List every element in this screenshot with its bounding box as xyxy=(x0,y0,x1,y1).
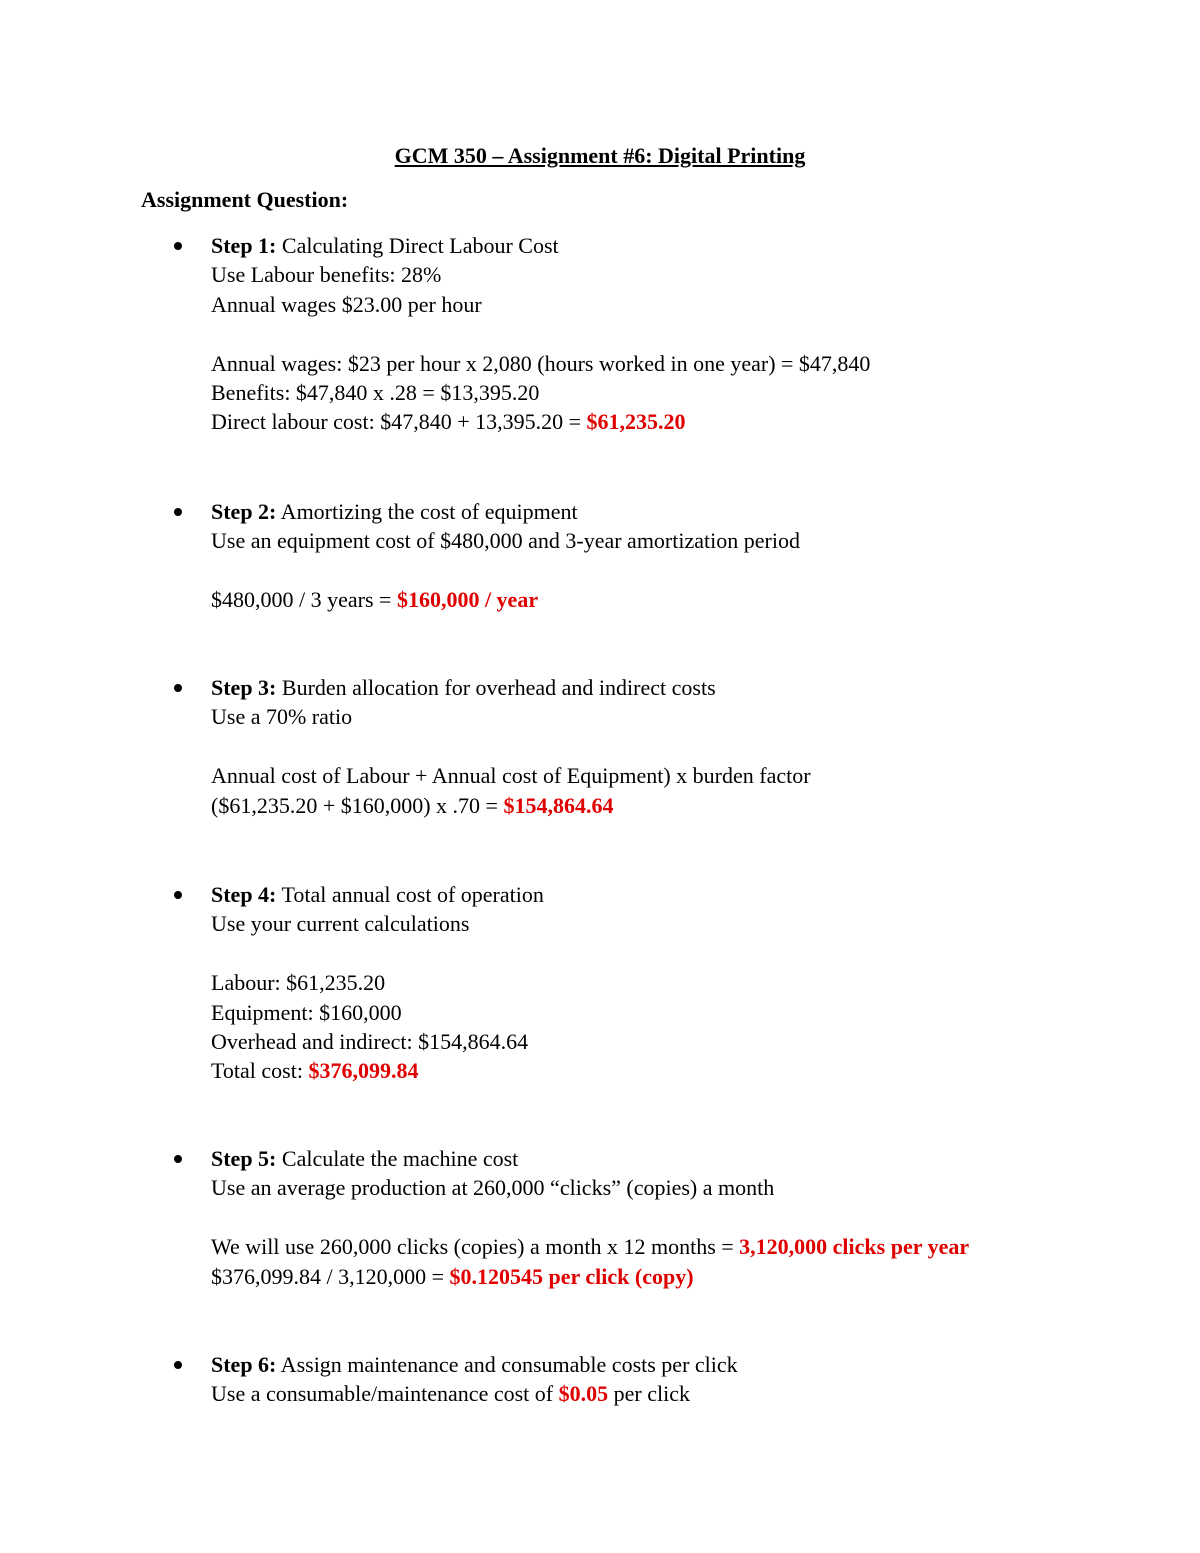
step-name: Amortizing the cost of equipment xyxy=(276,499,578,524)
given-value: $0.05 xyxy=(558,1381,609,1407)
given-line: Use Labour benefits: 28% xyxy=(211,262,442,288)
step-4 xyxy=(211,880,1111,1086)
given-text: Use a consumable/maintenance cost of xyxy=(211,1381,559,1407)
calc-text: We will use 260,000 clicks (copies) a month x 12 months = xyxy=(211,1234,740,1260)
given-line: Use an equipment cost of $480,000 and 3-year amortization period xyxy=(211,528,800,554)
calc-result: $160,000 / year xyxy=(396,587,539,613)
calc-text: Total cost: xyxy=(211,1058,309,1084)
calc-text: $376,099.84 / 3,120,000 = xyxy=(211,1263,450,1289)
step-name: Calculating Direct Labour Cost xyxy=(276,233,559,258)
step-title xyxy=(211,1350,1111,1379)
calc-result: $0.120545 per click (copy) xyxy=(449,1263,694,1289)
step-3 xyxy=(211,673,1111,820)
calc-result: $154,864.64 xyxy=(503,792,614,818)
step-2 xyxy=(211,497,1111,615)
bullet-icon xyxy=(174,1155,182,1163)
step-label: Step 2: xyxy=(211,499,277,524)
step-title xyxy=(211,673,1111,702)
calc-result: $376,099.84 xyxy=(308,1058,419,1084)
calc-line: Overhead and indirect: $154,864.64 xyxy=(211,1029,529,1055)
step-title xyxy=(211,497,1111,526)
bullet-icon xyxy=(174,1361,182,1369)
calc-line xyxy=(211,585,1111,614)
calc-text: Direct labour cost: $47,840 + 13,395.20 = xyxy=(211,409,587,435)
calc-line xyxy=(211,407,1111,436)
step-label: Step 1: xyxy=(211,233,277,258)
step-label: Step 6: xyxy=(211,1352,277,1377)
step-name: Total annual cost of operation xyxy=(276,882,544,907)
calc-line: Benefits: $47,840 x .28 = $13,395.20 xyxy=(211,380,540,406)
document-title: GCM 350 – Assignment #6: Digital Printing xyxy=(394,143,806,168)
bullet-icon xyxy=(174,891,182,899)
step-6 xyxy=(211,1350,1111,1409)
calc-text: $480,000 / 3 years = xyxy=(211,587,397,613)
step-title xyxy=(211,880,1111,909)
given-line xyxy=(211,1379,1111,1408)
step-name: Assign maintenance and consumable costs per click xyxy=(276,1352,738,1377)
assignment-question-heading: Assignment Question: xyxy=(141,187,349,212)
given-line: Annual wages $23.00 per hour xyxy=(211,291,482,317)
calc-text: ($61,235.20 + $160,000) x .70 = xyxy=(211,792,504,818)
calc-line xyxy=(211,1262,1111,1291)
step-1 xyxy=(211,231,1111,437)
calc-result: $61,235.20 xyxy=(586,409,686,435)
calc-line: Annual wages: $23 per hour x 2,080 (hours worked in one year) = $47,840 xyxy=(211,350,871,376)
calc-result: 3,120,000 clicks per year xyxy=(739,1234,970,1260)
step-5 xyxy=(211,1144,1111,1291)
step-label: Step 3: xyxy=(211,675,277,700)
step-name: Burden allocation for overhead and indirect costs xyxy=(276,675,716,700)
step-title xyxy=(211,231,1111,260)
step-label: Step 4: xyxy=(211,882,277,907)
given-line: Use your current calculations xyxy=(211,911,470,937)
calc-line: Annual cost of Labour + Annual cost of Equipment) x burden factor xyxy=(211,763,811,789)
given-text: per click xyxy=(608,1381,690,1407)
calc-line xyxy=(211,1232,1111,1261)
calc-line: Equipment: $160,000 xyxy=(211,999,402,1025)
calc-line xyxy=(211,1056,1111,1085)
calc-line xyxy=(211,791,1111,820)
bullet-icon xyxy=(174,242,182,250)
given-line: Use an average production at 260,000 “clicks” (copies) a month xyxy=(211,1175,775,1201)
bullet-icon xyxy=(174,684,182,692)
given-line: Use a 70% ratio xyxy=(211,704,353,730)
calc-line: Labour: $61,235.20 xyxy=(211,970,386,996)
bullet-icon xyxy=(174,508,182,516)
step-label: Step 5: xyxy=(211,1146,277,1171)
step-name: Calculate the machine cost xyxy=(276,1146,519,1171)
step-title xyxy=(211,1144,1111,1173)
